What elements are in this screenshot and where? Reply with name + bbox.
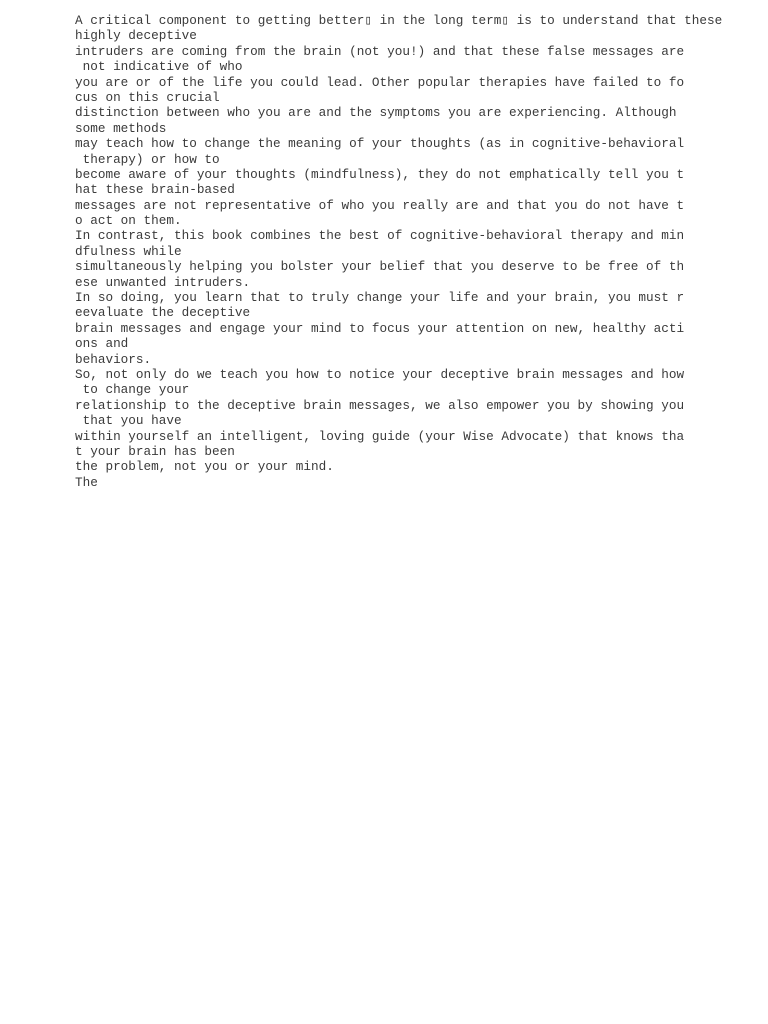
text-line: to change your — [75, 382, 190, 398]
text-line: In contrast, this book combines the best of cognitive-behavioral therapy and min — [75, 228, 685, 244]
text-line: behaviors. — [75, 351, 152, 367]
text-line: therapy) or how to — [75, 151, 220, 167]
text-line: cus on this crucial — [75, 89, 220, 105]
text-line: A critical component to getting better▯ in the long term▯ is to understand that these — [75, 13, 723, 28]
text-line: brain messages and engage your mind to focus your attention on new, healthy acti — [75, 320, 685, 336]
text-line: may teach how to change the meaning of your thoughts (as in cognitive-behavioral — [75, 136, 685, 152]
text-line: some methods — [75, 120, 167, 136]
text-line: simultaneously helping you bolster your belief that you deserve to be free of th — [75, 259, 685, 275]
text-line: So, not only do we teach you how to notice your deceptive brain messages and how — [75, 366, 685, 382]
text-line: within yourself an intelligent, loving guide (your Wise Advocate) that knows tha — [75, 428, 685, 444]
text-line: that you have — [75, 413, 182, 429]
text-line: dfulness while — [75, 243, 182, 259]
text-line: relationship to the deceptive brain messages, we also empower you by showing you — [75, 397, 685, 413]
text-line: The — [75, 474, 98, 490]
text-line: become aware of your thoughts (mindfulness), they do not emphatically tell you t — [75, 166, 685, 182]
text-line: the problem, not you or your mind. — [75, 459, 334, 475]
text-line: highly deceptive — [75, 28, 197, 44]
text-line: eevaluate the deceptive — [75, 305, 251, 321]
text-line: not indicative of who — [75, 59, 243, 75]
text-line: distinction between who you are and the symptoms you are experiencing. Although — [75, 105, 677, 121]
text-line: intruders are coming from the brain (not you!) and that these false messages are — [75, 43, 685, 59]
text-line: ese unwanted intruders. — [75, 274, 251, 290]
text-line: t your brain has been — [75, 443, 235, 459]
text-line: you are or of the life you could lead. Other popular therapies have failed to fo — [75, 74, 685, 90]
text-line: o act on them. — [75, 213, 182, 229]
text-line: messages are not representative of who you really are and that you do not have t — [75, 197, 685, 213]
text-line: In so doing, you learn that to truly change your life and your brain, you must r — [75, 290, 685, 306]
text-line: hat these brain-based — [75, 182, 235, 198]
text-line: ons and — [75, 336, 129, 352]
document-text-block — [75, 13, 755, 490]
